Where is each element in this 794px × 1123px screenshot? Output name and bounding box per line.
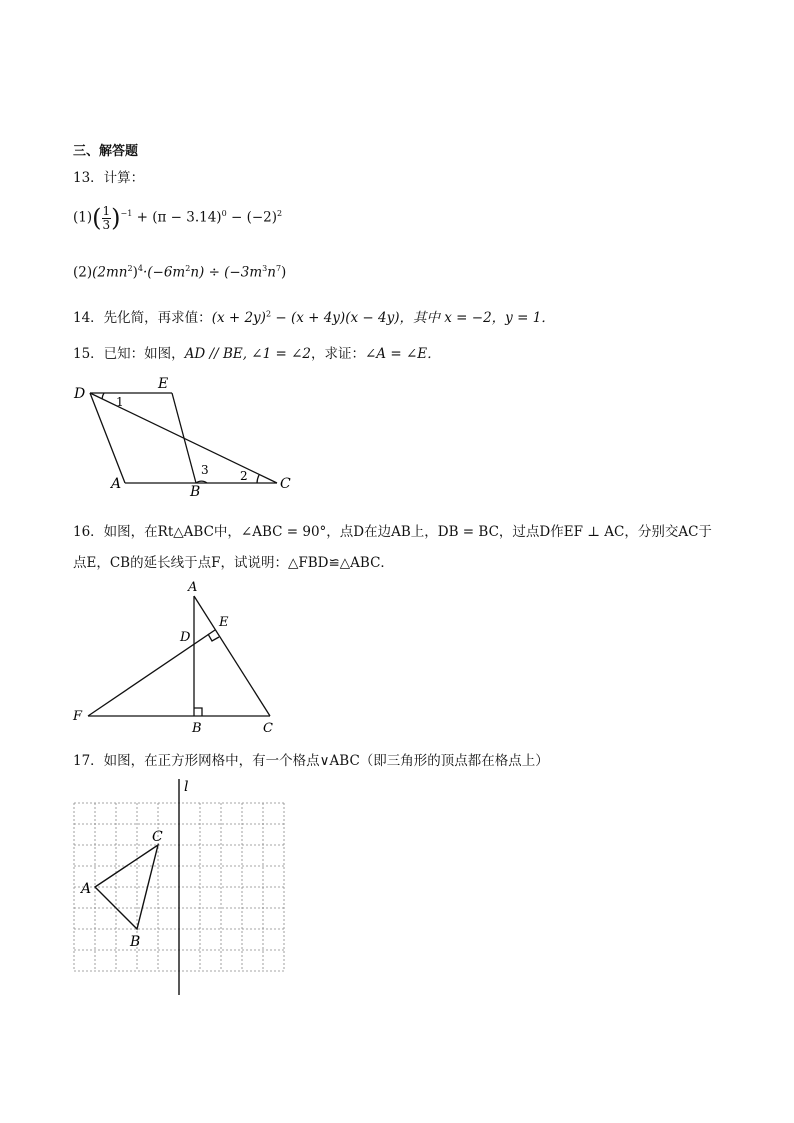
q15-angle1-arc <box>102 393 104 399</box>
q17-label-c: C <box>152 829 163 845</box>
q14-exp1: 2 <box>265 309 272 319</box>
q15-prove-label: ，求证： <box>311 346 365 362</box>
q14 <box>73 306 555 326</box>
q15-label-a: A <box>111 476 122 492</box>
q16-seg-fe <box>88 630 215 716</box>
q16-label-c: C <box>263 721 273 736</box>
q17-label-l: l <box>184 779 189 795</box>
q13-p1-label: (1) <box>73 209 93 226</box>
q13-p1-num: 1 <box>102 203 111 218</box>
q13-p1-term2: + (π − 3.14) <box>136 209 222 226</box>
q13-p2-label: (2) <box>73 264 93 281</box>
q15-figure <box>70 374 300 500</box>
q15-angle2-arc <box>257 475 259 483</box>
q13-p2-exp-b: 4 <box>137 264 143 273</box>
q13-p2-f: ) <box>281 264 287 281</box>
q17-label-a: A <box>81 881 92 897</box>
q16-line2: 点E，CB的延长线于点F，试说明：△FBD≌△ABC． <box>73 555 394 571</box>
q15-label-d: D <box>74 386 86 402</box>
q13-p2-d: n) ÷ (−3m <box>190 264 263 281</box>
q13-p2-c: ·(−6m <box>142 264 186 281</box>
q13-p1-paren-close: ) <box>111 204 121 232</box>
q16-figure <box>70 578 290 738</box>
q13-p2-b: ) <box>132 264 138 281</box>
q13-intro: 13．计算： <box>73 170 145 186</box>
q17-figure <box>70 775 290 999</box>
q15-given: AD // BE, ∠1 = ∠2 <box>184 346 311 362</box>
q13-p2-a: (2mn <box>92 264 128 281</box>
q16-right-angle-b <box>194 708 202 716</box>
q14-prefix: 14．先化简，再求值： <box>73 310 212 326</box>
q13-p1-exp2: 0 <box>221 209 227 218</box>
q13-p1-exp3: 2 <box>277 209 283 218</box>
q16-label-d: D <box>180 630 191 645</box>
q16-right-angle-e <box>208 634 219 641</box>
q17-text: 17．如图，在正方形网格中，有一个格点∨ABC（即三角形的顶点都在格点上） <box>73 753 549 769</box>
q16-label-f: F <box>73 709 83 724</box>
q15-label-b: B <box>190 484 201 500</box>
section-title: 三、解答题 <box>73 144 139 159</box>
q13-part1 <box>73 204 282 232</box>
q13-p1-term3: − (−2) <box>230 209 278 226</box>
q16-label-e: E <box>219 615 229 630</box>
q15-label-3: 3 <box>201 463 209 477</box>
q14-cond: x = −2，y = 1． <box>444 310 555 326</box>
q13-p1-fraction <box>102 205 112 232</box>
q15-prove: ∠A = ∠E． <box>365 346 441 362</box>
q13-part2 <box>73 264 286 281</box>
q15-prefix: 15．已知：如图， <box>73 346 185 362</box>
q15-label-1: 1 <box>116 395 124 409</box>
q13-p2-e: n <box>267 264 276 281</box>
q15-label-e: E <box>158 376 169 392</box>
q17-label-b: B <box>130 934 141 950</box>
q13-p1-exp: −1 <box>120 209 133 218</box>
q13-p1-den: 3 <box>102 217 111 232</box>
q14-expr2: − (x + 4y)(x − 4y)，其中 <box>275 310 440 326</box>
q16-label-a: A <box>188 580 198 595</box>
q13-p2-exp-c: 2 <box>185 264 191 273</box>
q13-p2-exp-e: 7 <box>275 264 282 273</box>
q13-p1-paren-open: ( <box>92 204 102 232</box>
q16-seg-ac <box>194 596 270 716</box>
q13-p2-exp-d: 3 <box>262 264 268 273</box>
q15 <box>73 342 441 362</box>
q15-label-2: 2 <box>240 469 248 483</box>
q13-p2-exp-a: 2 <box>127 264 133 273</box>
q15-label-c: C <box>280 476 291 492</box>
q14-expr1: (x + 2y) <box>211 310 266 326</box>
q16-label-b: B <box>192 721 202 736</box>
q16-line1: 16．如图，在Rt△ABC中，∠ABC = 90°，点D在边AB上，DB = BC，过点D作EF ⊥ AC，分别交AC于 <box>73 524 712 540</box>
